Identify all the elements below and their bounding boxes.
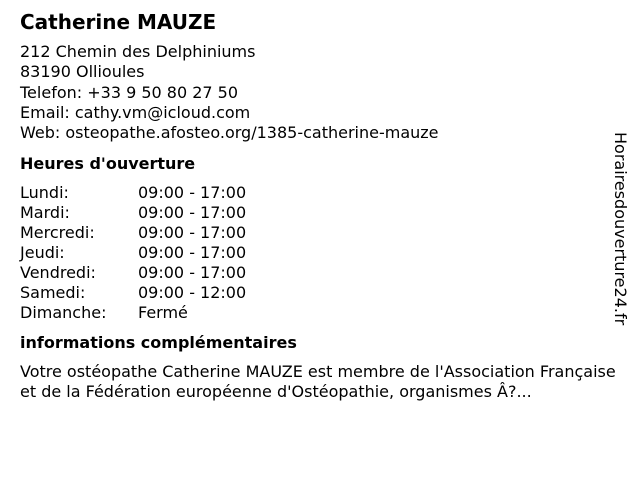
hours-time: 09:00 - 17:00: [138, 263, 247, 283]
hours-table: [20, 183, 610, 323]
hours-row-lundi: [20, 183, 610, 203]
hours-time: Fermé: [138, 303, 188, 323]
hours-time: 09:00 - 17:00: [138, 203, 247, 223]
hours-row-jeudi: [20, 243, 610, 263]
hours-time: 09:00 - 17:00: [138, 183, 247, 203]
hours-day: Dimanche:: [20, 303, 107, 323]
hours-title: Heures d'ouverture: [20, 154, 196, 174]
business-name: Catherine MAUZE: [20, 10, 217, 34]
hours-row-vendredi: [20, 263, 610, 283]
email-line: Email: cathy.vm@icloud.com: [20, 102, 251, 122]
hours-day: Vendredi:: [20, 263, 96, 283]
hours-row-mercredi: [20, 223, 610, 243]
phone-line: Telefon: +33 9 50 80 27 50: [20, 82, 239, 102]
hours-time: 09:00 - 12:00: [138, 283, 247, 303]
hours-time: 09:00 - 17:00: [138, 223, 247, 243]
hours-day: Mardi:: [20, 203, 70, 223]
web-line: Web: osteopathe.afosteo.org/1385-catherine-mauze: [20, 123, 439, 143]
info-text: Votre ostéopathe Catherine MAUZE est membre de l'Association Française et de la Fédération européenne d'Ostéopathie, organismes Â?...: [20, 362, 616, 402]
contact-block: [20, 42, 610, 143]
hours-day: Mercredi:: [20, 223, 95, 243]
hours-row-dimanche: [20, 303, 610, 323]
info-title: informations complémentaires: [20, 333, 297, 353]
address-city: 83190 Ollioules: [20, 62, 145, 82]
business-card: [20, 10, 616, 402]
hours-day: Jeudi:: [20, 243, 65, 263]
hours-row-mardi: [20, 203, 610, 223]
watermark-text: Horairesdouverture24.fr: [611, 132, 630, 326]
hours-day: Samedi:: [20, 283, 86, 303]
address-street: 212 Chemin des Delphiniums: [20, 42, 256, 61]
hours-row-samedi: [20, 283, 610, 303]
hours-time: 09:00 - 17:00: [138, 243, 247, 263]
hours-day: Lundi:: [20, 183, 69, 203]
